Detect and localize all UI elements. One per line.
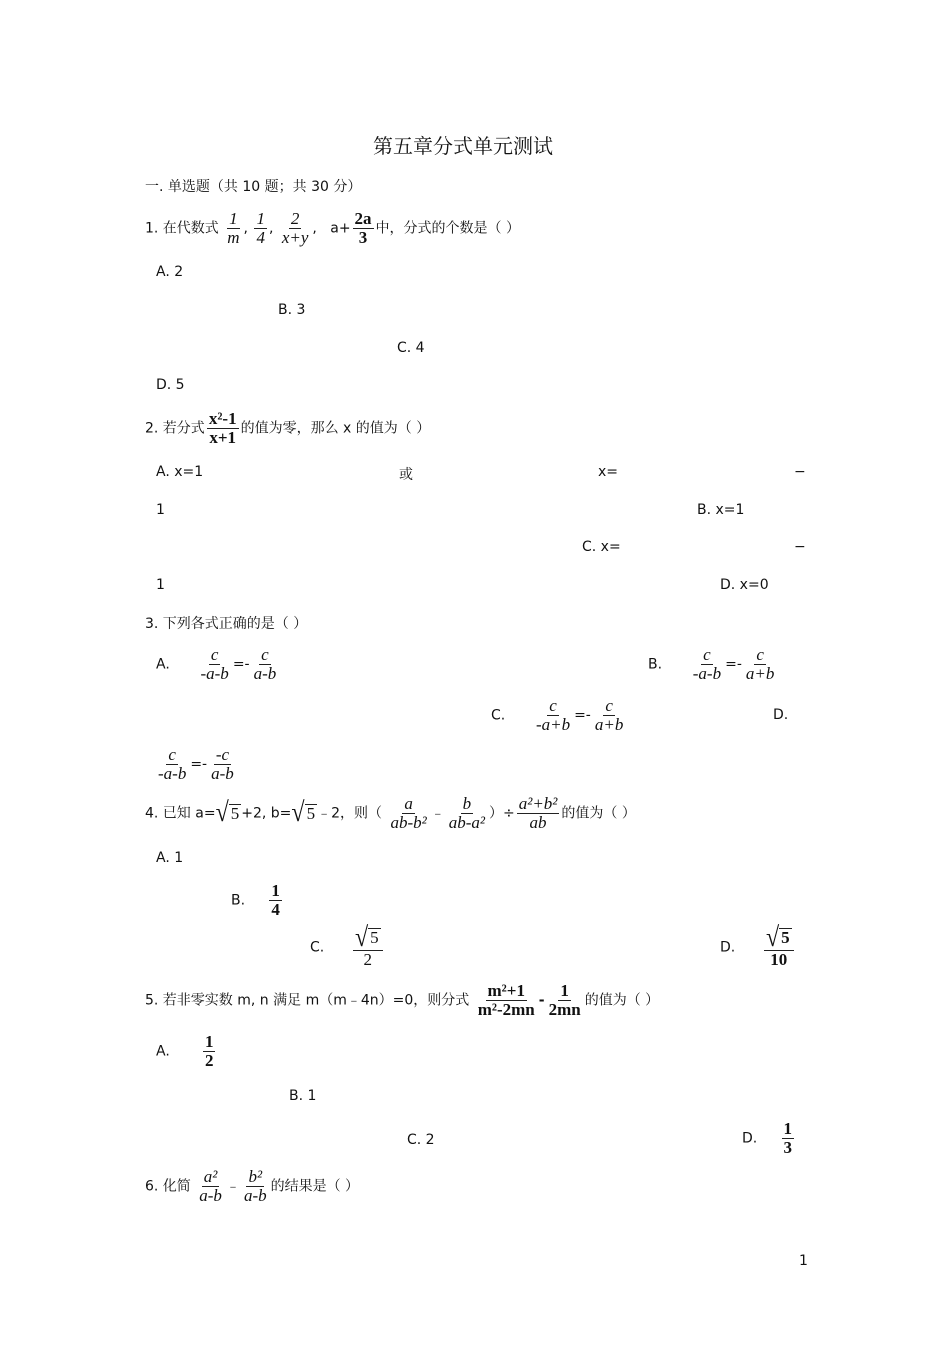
question-2 bbox=[145, 410, 430, 447]
q5-d-frac: $\frac{1}{3}$ bbox=[783, 1119, 792, 1157]
section-heading: 一. 单选题（共 10 题；共 30 分） bbox=[145, 179, 362, 195]
question-4: 4. 已知 a= √ 5 +2, b= √ 5 ﹣2，则（ $\frac{a}{\text{ab-b²}}$ ﹣ $\frac{b}{\text{ab-a²}}$ ）÷ $\frac{\text{a²+b²}}{ab}$ 的值为（ ） bbox=[145, 794, 636, 832]
q1-frac-4: $\frac{2a}{3}$ bbox=[354, 209, 372, 247]
q4-c-frac: √ 5 2 bbox=[353, 926, 383, 969]
q1-text-after: 中，分式的个数是（ ） bbox=[375, 220, 520, 237]
question-6: 6. 化简 $\frac{\text{a²}}{a-b}$ ﹣ $\frac{\text{b²}}{a-b}$ 的结果是（ ） bbox=[145, 1167, 360, 1205]
q5-option-b: B. 1 bbox=[289, 1088, 317, 1104]
q3-a-left-frac: $\frac{c}{-a-b}$ bbox=[200, 645, 229, 683]
q1-a-plus: a+ bbox=[330, 220, 351, 237]
q4-sqrt-1: √ 5 bbox=[215, 798, 240, 829]
q3-c-right-frac: $\frac{c}{a+b}$ bbox=[594, 696, 624, 734]
q5-frac-1: $\frac{\text{m²+1}}{\text{m²-2mn}}$ bbox=[477, 981, 535, 1019]
q2-option-d: D. x=0 bbox=[720, 577, 769, 593]
q3-option-a: A. $\frac{c}{-a-b}$ =- $\frac{c}{a-b}$ bbox=[156, 645, 277, 683]
q3-option-c: C. $\frac{c}{-a+b}$ =- $\frac{c}{a+b}$ bbox=[491, 696, 624, 734]
q6-frac-1: $\frac{\text{a²}}{a-b}$ bbox=[199, 1167, 222, 1205]
q1-text-before: 1. 在代数式 bbox=[145, 220, 219, 237]
q5-option-a: A. $\frac{1}{2}$ bbox=[156, 1032, 214, 1070]
q4-b-frac: $\frac{1}{4}$ bbox=[271, 881, 280, 919]
q2-option-c-label: C. x= bbox=[582, 539, 621, 555]
q3-b-right-frac: $\frac{c}{a+b}$ bbox=[745, 645, 775, 683]
q5-option-c: C. 2 bbox=[407, 1132, 435, 1148]
q4-option-d: D. √ 5 10 bbox=[720, 926, 796, 969]
q3-option-d: $\frac{c}{-a-b}$ =- $\frac{-c}{a-b}$ bbox=[158, 745, 234, 783]
q3-b-left-frac: $\frac{c}{-a-b}$ bbox=[692, 645, 722, 683]
q3-c-left-frac: $\frac{c}{-a+b}$ bbox=[535, 696, 571, 734]
question-5: 5. 若非零实数 m, n 满足 m（m﹣4n）=0，则分式 $\frac{\text{m²+1}}{\text{m²-2mn}}$ - $\frac{1}{2mn}$ 的值为（ ） bbox=[145, 981, 660, 1019]
q6-frac-2: $\frac{\text{b²}}{a-b}$ bbox=[243, 1167, 267, 1205]
q4-d-frac: √ 5 10 bbox=[764, 926, 794, 969]
q1-frac-1: $\frac{1}{m}$ bbox=[227, 209, 240, 247]
q4-option-b: B. $\frac{1}{4}$ bbox=[231, 881, 280, 919]
q4-option-c: C. √ 5 2 bbox=[310, 926, 385, 969]
q2-option-a-label: A. x=1 bbox=[156, 464, 204, 480]
q1-option-b: B. 3 bbox=[278, 302, 306, 318]
q1-frac-2: $\frac{1}{4}$ bbox=[256, 209, 265, 247]
q3-a-right-frac: $\frac{c}{a-b}$ bbox=[253, 645, 277, 683]
q1-option-a: A. 2 bbox=[156, 264, 184, 280]
q4-frac-1: $\frac{a}{\text{ab-b²}}$ bbox=[390, 794, 427, 832]
q2-frac: $\frac{\text{x²-1}}{x+1}$ bbox=[208, 409, 237, 447]
q2-option-a-minus: − bbox=[794, 464, 806, 480]
q5-option-d: D. $\frac{1}{3}$ bbox=[742, 1119, 792, 1157]
q2-option-a-value: 1 bbox=[156, 502, 165, 518]
page-title: 第五章分式单元测试 bbox=[373, 134, 553, 158]
q4-option-a: A. 1 bbox=[156, 850, 184, 866]
q1-option-d: D. 5 bbox=[156, 377, 185, 393]
q1-frac-3: $\frac{2}{x+y}$ bbox=[281, 209, 309, 247]
q2-option-c-minus: − bbox=[794, 539, 806, 555]
q2-option-a-or: 或 bbox=[399, 467, 413, 483]
page-number: 1 bbox=[799, 1253, 808, 1269]
question-3: 3. 下列各式正确的是（ ） bbox=[145, 616, 308, 632]
q4-frac-3: $\frac{\text{a²+b²}}{ab}$ bbox=[518, 794, 558, 832]
question-1: 1. 在代数式 $\frac{1}{m}$ , $\frac{1}{4}$ , $\frac{2}{x+y}$ , a+ $\frac{2a}{3}$ 中，分式的个数是（ ） bbox=[145, 209, 520, 247]
q3-option-d-label: D. bbox=[773, 707, 789, 723]
q2-text-before: 2. 若分式 bbox=[145, 420, 205, 437]
q5-frac-2: $\frac{1}{2mn}$ bbox=[548, 981, 581, 1019]
q3-option-b: B. $\frac{c}{-a-b}$ =- $\frac{c}{a+b}$ bbox=[648, 645, 775, 683]
q4-frac-2: $\frac{b}{\text{ab-a²}}$ bbox=[448, 794, 485, 832]
q3-d-left-frac: $\frac{c}{-a-b}$ bbox=[158, 745, 187, 783]
q2-option-b: B. x=1 bbox=[697, 502, 745, 518]
q4-sqrt-2: √ 5 bbox=[291, 798, 316, 829]
q1-option-c: C. 4 bbox=[397, 340, 425, 356]
q5-a-frac: $\frac{1}{2}$ bbox=[204, 1032, 214, 1070]
q2-option-c-value: 1 bbox=[156, 577, 165, 593]
q2-option-a-x: x= bbox=[598, 464, 619, 480]
q3-d-right-frac: $\frac{-c}{a-b}$ bbox=[211, 745, 234, 783]
q2-text-after: 的值为零，那么 x 的值为（ ） bbox=[240, 420, 431, 437]
